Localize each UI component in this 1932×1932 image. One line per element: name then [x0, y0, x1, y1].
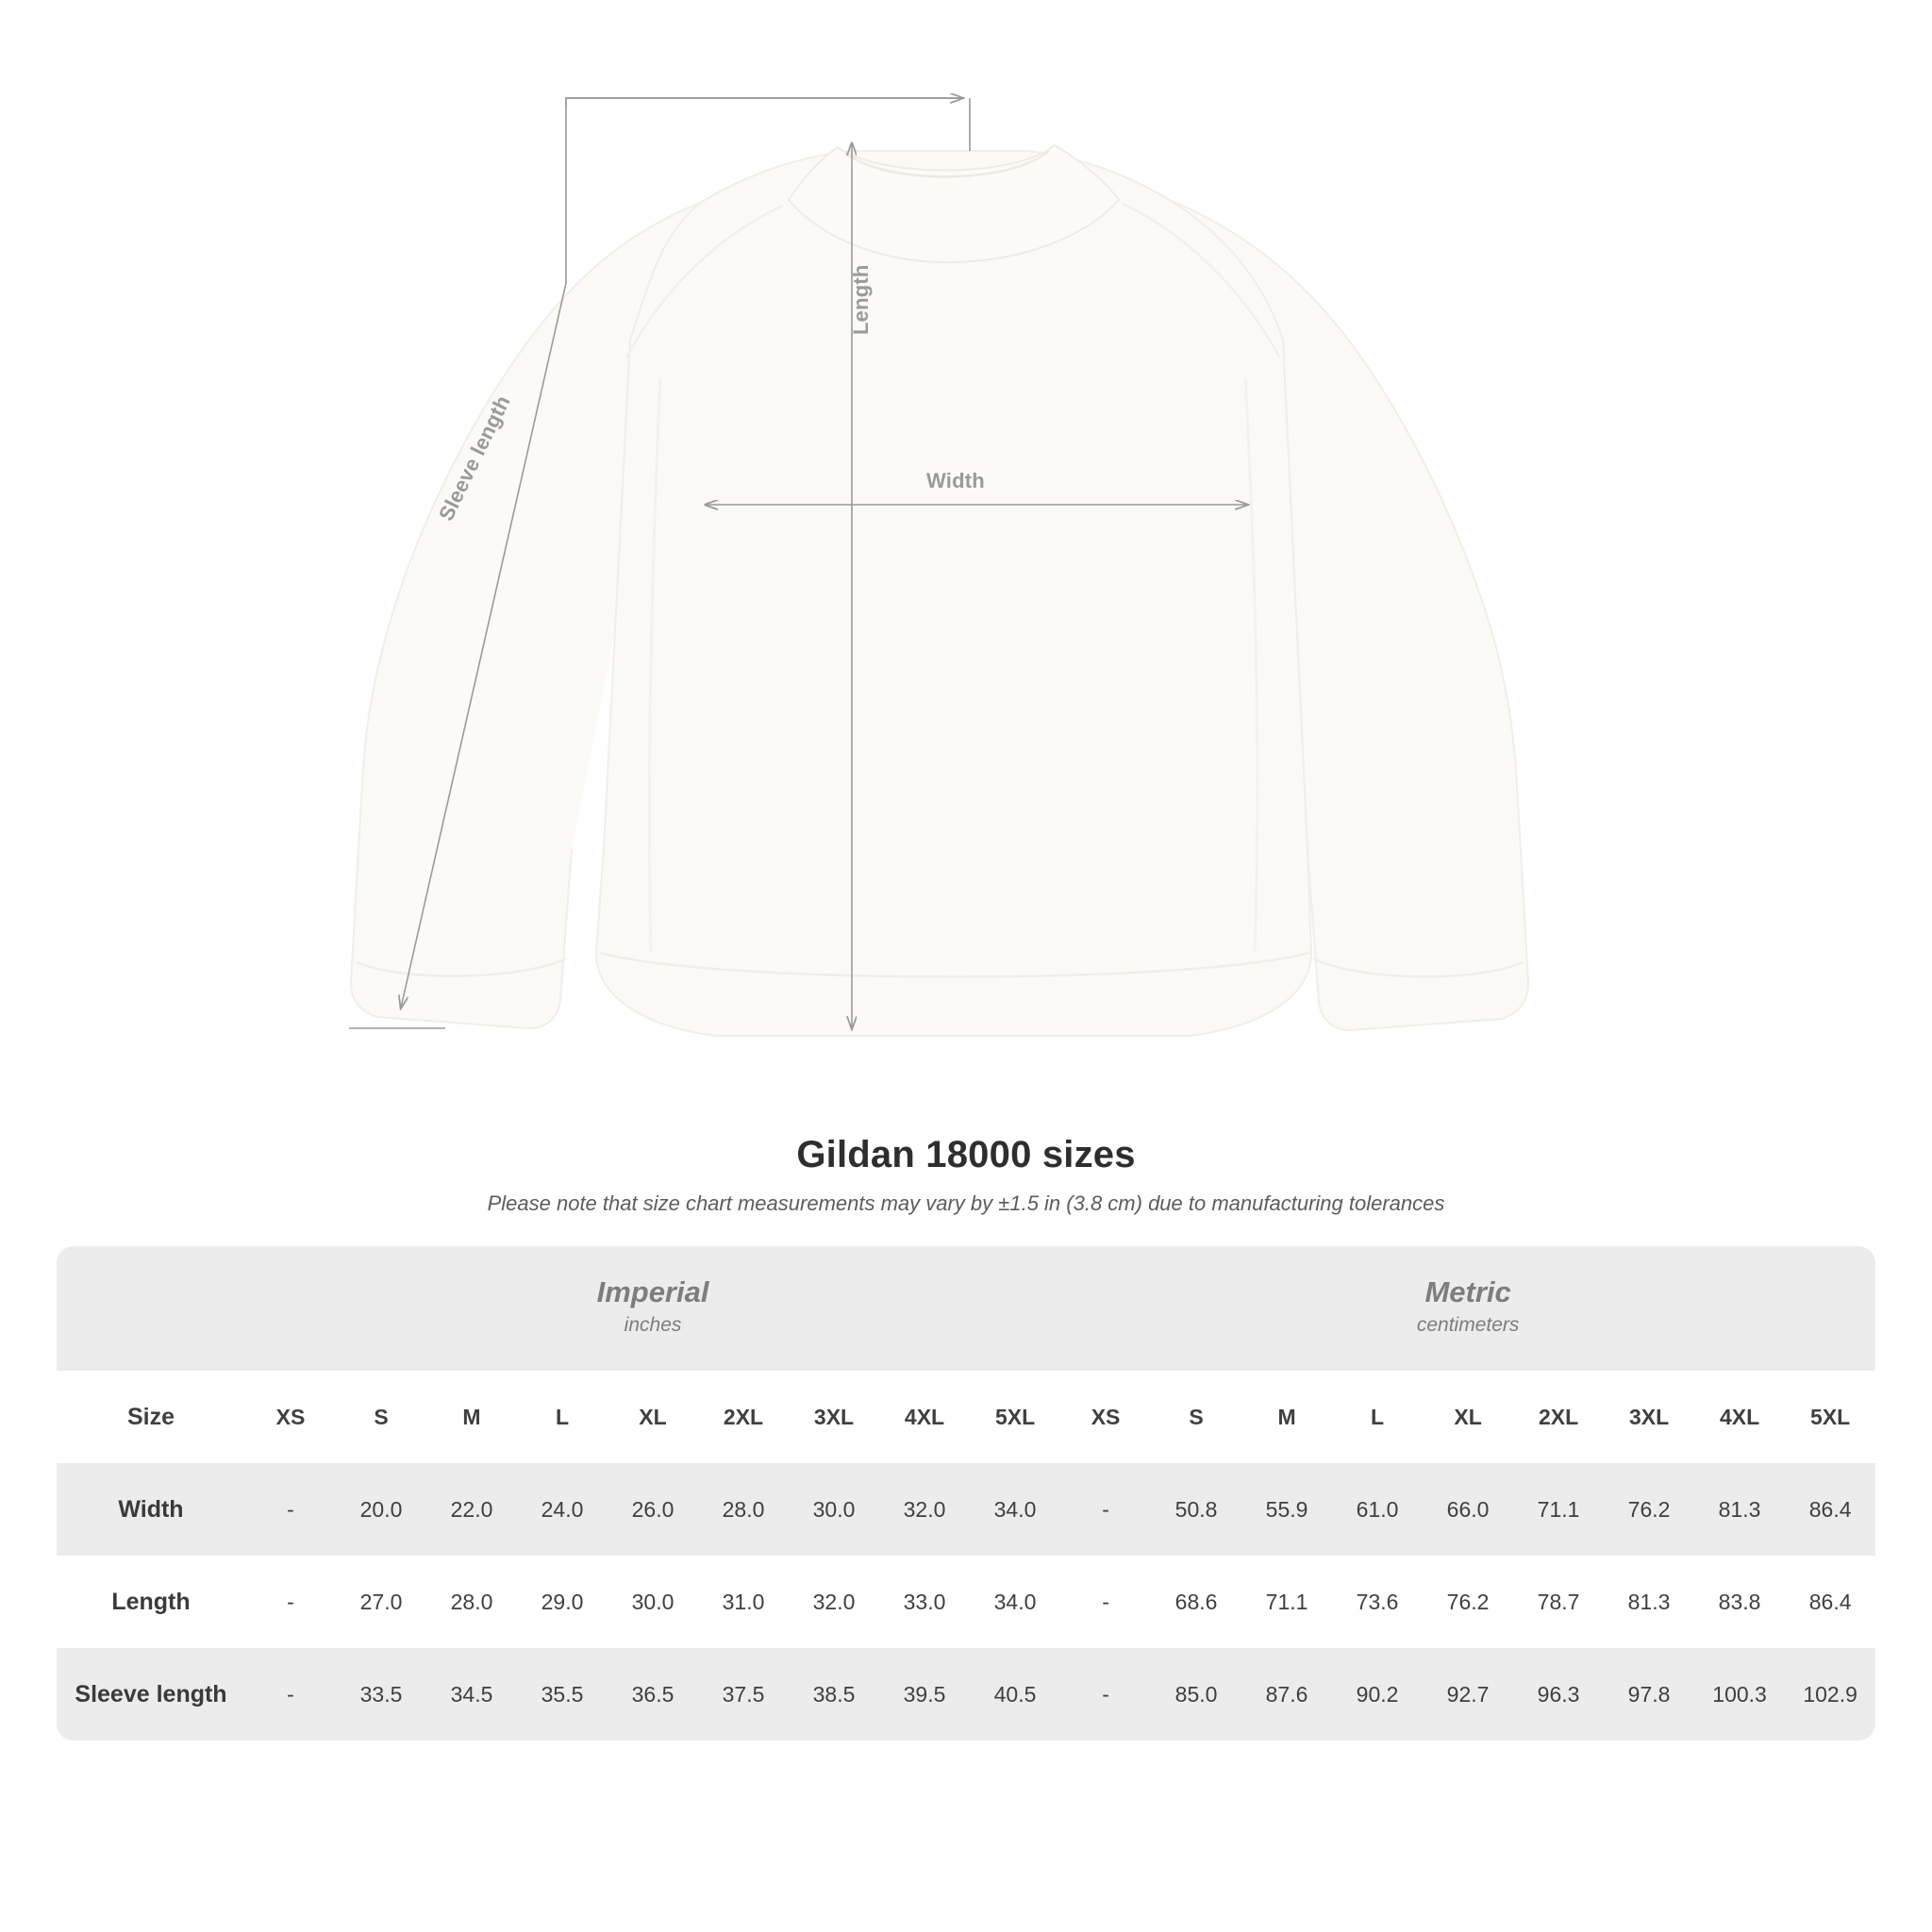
size-table	[57, 1246, 1875, 1740]
unit-metric-sub: centimeters	[1416, 1314, 1520, 1337]
cell-width-2: 22.0	[426, 1463, 517, 1556]
size-col-3: L	[517, 1371, 608, 1463]
size-col-7: 4XL	[879, 1371, 970, 1463]
unit-header-row	[57, 1246, 1875, 1371]
unit-row-spacer	[57, 1246, 245, 1371]
cell-width-1: 20.0	[336, 1463, 426, 1556]
row-label-length: Length	[57, 1556, 245, 1648]
size-col-12: L	[1332, 1371, 1423, 1463]
size-col-13: XL	[1423, 1371, 1513, 1463]
cell-length-0: -	[245, 1556, 336, 1648]
size-col-0: XS	[245, 1371, 336, 1463]
cell-width-9: -	[1060, 1463, 1151, 1556]
cell-sleeve-9: -	[1060, 1648, 1151, 1740]
size-col-2: M	[426, 1371, 517, 1463]
size-col-14: 2XL	[1513, 1371, 1604, 1463]
cell-sleeve-8: 40.5	[970, 1648, 1060, 1740]
page-title: Gildan 18000 sizes	[796, 1134, 1136, 1175]
cell-width-5: 28.0	[698, 1463, 789, 1556]
table-row	[57, 1648, 1875, 1740]
cell-sleeve-11: 87.6	[1241, 1648, 1332, 1740]
size-header-row	[57, 1371, 1875, 1463]
cell-width-7: 32.0	[879, 1463, 970, 1556]
cell-width-8: 34.0	[970, 1463, 1060, 1556]
cell-width-10: 50.8	[1151, 1463, 1241, 1556]
cell-sleeve-3: 35.5	[517, 1648, 608, 1740]
cell-length-16: 83.8	[1694, 1556, 1785, 1648]
cell-length-10: 68.6	[1151, 1556, 1241, 1648]
size-col-10: S	[1151, 1371, 1241, 1463]
cell-sleeve-4: 36.5	[608, 1648, 698, 1740]
size-col-5: 2XL	[698, 1371, 789, 1463]
row-label-sleeve-length: Sleeve length	[57, 1648, 245, 1740]
cell-length-2: 28.0	[426, 1556, 517, 1648]
cell-width-3: 24.0	[517, 1463, 608, 1556]
cell-sleeve-17: 102.9	[1785, 1648, 1875, 1740]
cell-length-14: 78.7	[1513, 1556, 1604, 1648]
unit-imperial-name: Imperial	[596, 1275, 709, 1309]
tolerance-note: Please note that size chart measurements may vary by ±1.5 in (3.8 cm) due to manufacturing tolerances	[487, 1191, 1445, 1215]
cell-length-7: 33.0	[879, 1556, 970, 1648]
cell-width-12: 61.0	[1332, 1463, 1423, 1556]
size-col-16: 4XL	[1694, 1371, 1785, 1463]
cell-sleeve-12: 90.2	[1332, 1648, 1423, 1740]
cell-length-5: 31.0	[698, 1556, 789, 1648]
cell-length-17: 86.4	[1785, 1556, 1875, 1648]
cell-sleeve-15: 97.8	[1604, 1648, 1694, 1740]
length-dimension-label: Length	[849, 264, 873, 335]
cell-sleeve-6: 38.5	[789, 1648, 879, 1740]
size-col-15: 3XL	[1604, 1371, 1694, 1463]
cell-width-17: 86.4	[1785, 1463, 1875, 1556]
table-row	[57, 1556, 1875, 1648]
size-header-label: Size	[57, 1371, 245, 1463]
size-col-6: 3XL	[789, 1371, 879, 1463]
cell-width-4: 26.0	[608, 1463, 698, 1556]
size-col-9: XS	[1060, 1371, 1151, 1463]
cell-sleeve-14: 96.3	[1513, 1648, 1604, 1740]
cell-width-15: 76.2	[1604, 1463, 1694, 1556]
cell-sleeve-10: 85.0	[1151, 1648, 1241, 1740]
cell-sleeve-16: 100.3	[1694, 1648, 1785, 1740]
sleeve-length-dimension-label: Sleeve length	[434, 391, 515, 525]
cell-length-1: 27.0	[336, 1556, 426, 1648]
cell-length-15: 81.3	[1604, 1556, 1694, 1648]
cell-sleeve-1: 33.5	[336, 1648, 426, 1740]
cell-width-13: 66.0	[1423, 1463, 1513, 1556]
unit-metric-name: Metric	[1424, 1275, 1511, 1309]
cell-sleeve-13: 92.7	[1423, 1648, 1513, 1740]
table-row	[57, 1463, 1875, 1556]
size-table-wrapper	[57, 1246, 1875, 1740]
size-col-11: M	[1241, 1371, 1332, 1463]
title-block	[0, 1134, 1932, 1216]
cell-sleeve-5: 37.5	[698, 1648, 789, 1740]
unit-imperial	[245, 1246, 1060, 1371]
cell-length-3: 29.0	[517, 1556, 608, 1648]
cell-length-11: 71.1	[1241, 1556, 1332, 1648]
cell-sleeve-0: -	[245, 1648, 336, 1740]
cell-length-8: 34.0	[970, 1556, 1060, 1648]
size-col-1: S	[336, 1371, 426, 1463]
cell-sleeve-2: 34.5	[426, 1648, 517, 1740]
width-dimension-label: Width	[926, 469, 985, 492]
size-col-4: XL	[608, 1371, 698, 1463]
cell-sleeve-7: 39.5	[879, 1648, 970, 1740]
cell-length-6: 32.0	[789, 1556, 879, 1648]
cell-width-11: 55.9	[1241, 1463, 1332, 1556]
cell-length-12: 73.6	[1332, 1556, 1423, 1648]
cell-width-6: 30.0	[789, 1463, 879, 1556]
cell-width-16: 81.3	[1694, 1463, 1785, 1556]
unit-metric	[1060, 1246, 1875, 1371]
cell-length-9: -	[1060, 1556, 1151, 1648]
cell-width-0: -	[245, 1463, 336, 1556]
row-label-width: Width	[57, 1463, 245, 1556]
unit-imperial-sub: inches	[624, 1314, 682, 1337]
cell-length-4: 30.0	[608, 1556, 698, 1648]
sweatshirt-shape	[351, 145, 1528, 1036]
cell-length-13: 76.2	[1423, 1556, 1513, 1648]
size-col-17: 5XL	[1785, 1371, 1875, 1463]
cell-width-14: 71.1	[1513, 1463, 1604, 1556]
size-col-8: 5XL	[970, 1371, 1060, 1463]
